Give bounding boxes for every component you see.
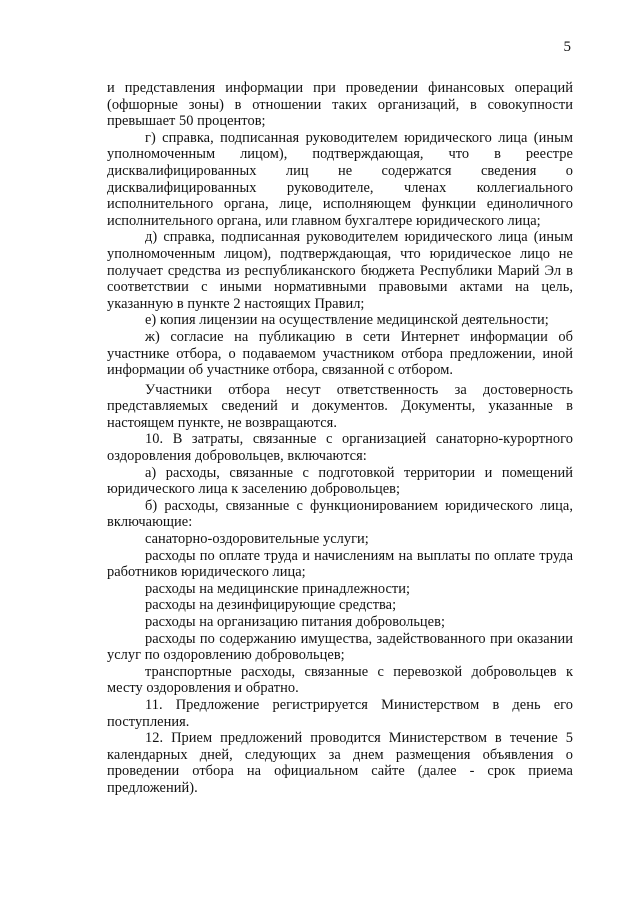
list-item-labor-costs: расходы по оплате труда и начислениям на выплаты по оплате труда работников юридического лица; bbox=[107, 547, 573, 581]
paragraph-item-b: б) расходы, связанные с функционированием юридического лица, включающие: bbox=[107, 497, 573, 531]
paragraph-clause-11: 11. Предложение регистрируется Министерством в день его поступления. bbox=[107, 696, 573, 730]
list-item-transport: транспортные расходы, связанные с перевозкой добровольцев к месту оздоровления и обратно. bbox=[107, 663, 573, 697]
list-item-disinfectants: расходы на дезинфицирующие средства; bbox=[145, 597, 397, 614]
list-item-property-maintenance: расходы по содержанию имущества, задействованного при оказании услуг по оздоровлению добровольцев; bbox=[107, 630, 573, 664]
list-item-catering: расходы на организацию питания добровольцев; bbox=[145, 614, 446, 630]
list-item-medical-supplies: расходы на медицинские принадлежности; bbox=[145, 580, 411, 597]
paragraph-item-e: е) копия лицензии на осуществление медицинской деятельности; bbox=[145, 312, 549, 329]
paragraph-item-a: а) расходы, связанные с подготовкой территории и помещений юридического лица к заселению добровольцев; bbox=[107, 464, 573, 498]
document-body bbox=[107, 80, 573, 797]
list-item-sanatorium-services: санаторно-оздоровительные услуги; bbox=[145, 531, 369, 548]
paragraph-responsibility: Участники отбора несут ответственность за достоверность представляемых сведений и документов. Документы, указанные в настоящем пункте, не возвращаются. bbox=[107, 381, 573, 431]
page-number: 5 bbox=[563, 39, 571, 55]
paragraph-clause-10: 10. В затраты, связанные с организацией санаторно-курортного оздоровления добровольцев, включаются: bbox=[107, 431, 573, 465]
paragraph-item-g: г) справка, подписанная руководителем юридического лица (иным уполномоченным лицом), подтверждающая, что в реестре дисквалифицированных лиц не содержатся сведения о дисквалифицированных руководителе, членах коллегиального исполнительного органа, лице, исполняющем функции единоличного исполнительного органа, или главном бухгалтере юридического лица; bbox=[107, 129, 573, 229]
paragraph-item-zh: ж) согласие на публикацию в сети Интернет информации об участнике отбора, о подаваемом участником отбора предложении, иной информации об участнике отбора, связанной с отбором. bbox=[107, 328, 573, 379]
paragraph-offshore-continuation: и представления информации при проведении финансовых операций (офшорные зоны) в отношении таких организаций, в совокупности превышает 50 процентов; bbox=[107, 80, 573, 130]
paragraph-clause-12: 12. Прием предложений проводится Министерством в течение 5 календарных дней, следующих за днем размещения объявления о проведении отбора на официальном сайте (далее - срок приема предложений). bbox=[107, 730, 573, 796]
paragraph-item-d: д) справка, подписанная руководителем юридического лица (иным уполномоченным лицом), подтверждающая, что юридическое лицо не получает средства из республиканского бюджета Республики Марий Эл в соответствии с иными нормативными правовыми актами на цель, указанную в пункте 2 настоящих Правил; bbox=[107, 229, 573, 312]
